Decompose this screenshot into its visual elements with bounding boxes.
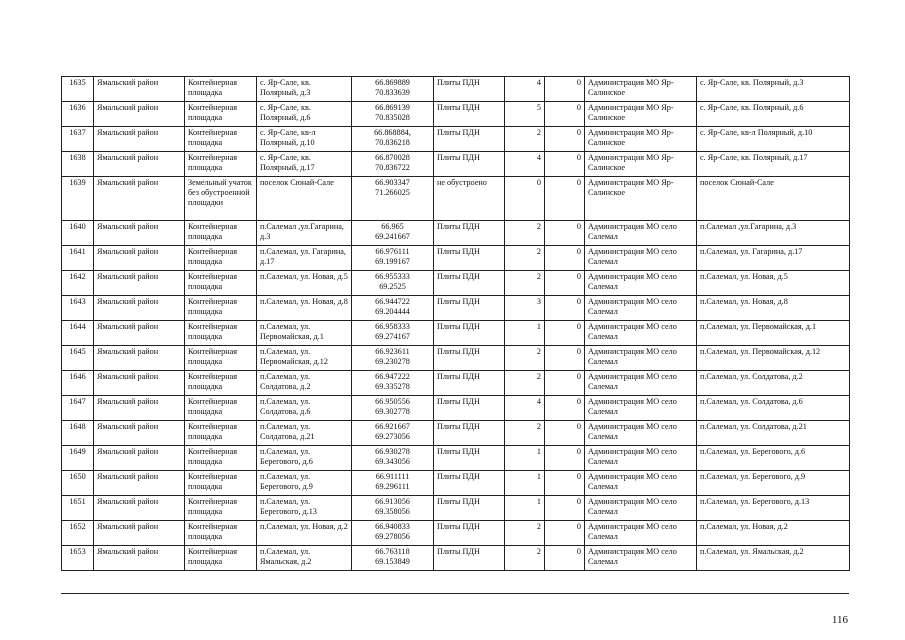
table-row	[62, 296, 850, 321]
longitude: 69.2525	[379, 282, 406, 291]
cell-district: Ямальский район	[94, 102, 185, 127]
cell-container-count: 2	[505, 371, 545, 396]
longitude: 70.836722	[375, 163, 410, 172]
latitude: 66.870028	[375, 153, 410, 162]
table-bottom-rule	[61, 593, 849, 594]
cell-volume: 0	[545, 446, 585, 471]
longitude: 69.273056	[375, 432, 410, 441]
cell-source: п.Салемал, ул. Новая, д.8	[697, 296, 850, 321]
cell-container-count: 4	[505, 396, 545, 421]
cell-coordinates	[352, 246, 434, 271]
cell-container-count: 1	[505, 321, 545, 346]
cell-volume: 0	[545, 127, 585, 152]
cell-container-count: 2	[505, 246, 545, 271]
cell-address: п.Салемал, ул. Новая, д.8	[257, 296, 352, 321]
cell-district: Ямальский район	[94, 177, 185, 221]
table-row	[62, 102, 850, 127]
latitude: 66.965	[381, 222, 404, 231]
cell-site-type: Контейнерная площадка	[185, 546, 257, 571]
cell-site-type: Контейнерная площадка	[185, 371, 257, 396]
longitude: 70.833639	[375, 88, 410, 97]
cell-site-type: Контейнерная площадка	[185, 296, 257, 321]
cell-site-type: Контейнерная площадка	[185, 127, 257, 152]
latitude: 66.976111	[375, 247, 410, 256]
longitude: 69.153849	[375, 557, 410, 566]
cell-surface: Плиты ПДН	[434, 271, 505, 296]
cell-number: 1646	[62, 371, 94, 396]
cell-district: Ямальский район	[94, 271, 185, 296]
table-row	[62, 496, 850, 521]
cell-coordinates	[352, 177, 434, 221]
cell-site-type: Контейнерная площадка	[185, 496, 257, 521]
cell-surface: Плиты ПДН	[434, 471, 505, 496]
cell-surface: не обустроено	[434, 177, 505, 221]
cell-number: 1639	[62, 177, 94, 221]
table-row	[62, 371, 850, 396]
table-row	[62, 396, 850, 421]
cell-district: Ямальский район	[94, 221, 185, 246]
cell-number: 1642	[62, 271, 94, 296]
cell-surface: Плиты ПДН	[434, 102, 505, 127]
cell-source: с. Яр-Сале, кв-л Полярный, д.10	[697, 127, 850, 152]
latitude: 66.903347	[375, 178, 410, 187]
cell-owner: Администрация МО Яр-Салинское	[585, 177, 697, 221]
cell-owner: Администрация МО Яр-Салинское	[585, 77, 697, 102]
cell-district: Ямальский район	[94, 421, 185, 446]
table-row	[62, 546, 850, 571]
longitude: 69.358056	[375, 507, 410, 516]
longitude: 69.274167	[375, 332, 410, 341]
cell-container-count: 2	[505, 421, 545, 446]
cell-surface: Плиты ПДН	[434, 546, 505, 571]
cell-address: п.Салемал ,ул.Гагарина, д.3	[257, 221, 352, 246]
cell-container-count: 3	[505, 296, 545, 321]
cell-coordinates	[352, 102, 434, 127]
cell-owner: Администрация МО село Салемал	[585, 296, 697, 321]
cell-owner: Администрация МО село Салемал	[585, 521, 697, 546]
cell-owner: Администрация МО село Салемал	[585, 221, 697, 246]
cell-surface: Плиты ПДН	[434, 221, 505, 246]
cell-surface: Плиты ПДН	[434, 396, 505, 421]
cell-source: п.Салемал, ул. Берегового, д.9	[697, 471, 850, 496]
cell-district: Ямальский район	[94, 496, 185, 521]
cell-site-type: Контейнерная площадка	[185, 246, 257, 271]
cell-address: п.Салемал, ул. Первомайская, д.1	[257, 321, 352, 346]
cell-owner: Администрация МО село Салемал	[585, 271, 697, 296]
cell-number: 1644	[62, 321, 94, 346]
cell-number: 1635	[62, 77, 94, 102]
cell-address: п.Салемал, ул. Ямальская, д.2	[257, 546, 352, 571]
table-row	[62, 77, 850, 102]
cell-owner: Администрация МО Яр-Салинское	[585, 152, 697, 177]
table-row	[62, 246, 850, 271]
cell-container-count: 2	[505, 127, 545, 152]
cell-surface: Плиты ПДН	[434, 296, 505, 321]
cell-address: п.Салемал, ул. Солдатова, д.6	[257, 396, 352, 421]
register-body	[62, 77, 850, 571]
cell-site-type: Земельный учаток без обустроенной площадки	[185, 177, 257, 221]
cell-district: Ямальский район	[94, 321, 185, 346]
cell-volume: 0	[545, 546, 585, 571]
cell-owner: Администрация МО село Салемал	[585, 371, 697, 396]
cell-volume: 0	[545, 296, 585, 321]
cell-number: 1645	[62, 346, 94, 371]
cell-container-count: 2	[505, 346, 545, 371]
cell-owner: Администрация МО село Салемал	[585, 246, 697, 271]
cell-coordinates	[352, 496, 434, 521]
cell-coordinates	[352, 296, 434, 321]
cell-volume: 0	[545, 102, 585, 127]
cell-surface: Плиты ПДН	[434, 371, 505, 396]
cell-coordinates	[352, 221, 434, 246]
cell-container-count: 0	[505, 177, 545, 221]
cell-container-count: 2	[505, 521, 545, 546]
latitude: 66.911111	[375, 472, 410, 481]
cell-source: п.Салемал, ул. Ямальская, д.2	[697, 546, 850, 571]
latitude: 66.921667	[375, 422, 410, 431]
table-row	[62, 421, 850, 446]
cell-coordinates	[352, 471, 434, 496]
cell-address: с. Яр-Сале, кв. Полярный, д.17	[257, 152, 352, 177]
cell-volume: 0	[545, 177, 585, 221]
cell-number: 1643	[62, 296, 94, 321]
latitude: 66.955333	[375, 272, 410, 281]
cell-coordinates	[352, 421, 434, 446]
cell-source: п.Салемал, ул. Солдатова, д.6	[697, 396, 850, 421]
longitude: 69.241667	[375, 232, 410, 241]
cell-container-count: 5	[505, 102, 545, 127]
latitude: 66.913056	[375, 497, 410, 506]
longitude: 69.204444	[375, 307, 410, 316]
latitude: 66.868884,	[374, 128, 411, 137]
cell-surface: Плиты ПДН	[434, 521, 505, 546]
cell-number: 1640	[62, 221, 94, 246]
cell-district: Ямальский район	[94, 396, 185, 421]
cell-container-count: 4	[505, 77, 545, 102]
cell-site-type: Контейнерная площадка	[185, 396, 257, 421]
latitude: 66.923611	[375, 347, 410, 356]
cell-coordinates	[352, 346, 434, 371]
table-row	[62, 521, 850, 546]
cell-coordinates	[352, 77, 434, 102]
cell-owner: Администрация МО село Салемал	[585, 346, 697, 371]
register-table	[61, 76, 850, 571]
cell-site-type: Контейнерная площадка	[185, 471, 257, 496]
cell-container-count: 1	[505, 446, 545, 471]
longitude: 71.266025	[375, 188, 410, 197]
cell-district: Ямальский район	[94, 371, 185, 396]
cell-district: Ямальский район	[94, 296, 185, 321]
cell-coordinates	[352, 321, 434, 346]
cell-volume: 0	[545, 346, 585, 371]
page-number: 116	[831, 614, 848, 626]
cell-volume: 0	[545, 421, 585, 446]
cell-number: 1653	[62, 546, 94, 571]
cell-coordinates	[352, 152, 434, 177]
cell-owner: Администрация МО Яр-Салинское	[585, 127, 697, 152]
cell-source: п.Салемал, ул. Солдатова, д.21	[697, 421, 850, 446]
longitude: 69.199167	[375, 257, 410, 266]
cell-volume: 0	[545, 521, 585, 546]
cell-district: Ямальский район	[94, 246, 185, 271]
cell-surface: Плиты ПДН	[434, 127, 505, 152]
cell-source: п.Салемал, ул. Берегового, д.13	[697, 496, 850, 521]
table-row	[62, 152, 850, 177]
cell-site-type: Контейнерная площадка	[185, 446, 257, 471]
cell-owner: Администрация МО село Салемал	[585, 321, 697, 346]
cell-number: 1650	[62, 471, 94, 496]
table-row	[62, 127, 850, 152]
cell-source: п.Салемал ,ул.Гагарина, д.3	[697, 221, 850, 246]
cell-volume: 0	[545, 471, 585, 496]
cell-number: 1636	[62, 102, 94, 127]
cell-owner: Администрация МО село Салемал	[585, 471, 697, 496]
cell-number: 1652	[62, 521, 94, 546]
cell-district: Ямальский район	[94, 346, 185, 371]
cell-surface: Плиты ПДН	[434, 496, 505, 521]
cell-source: поселок Сюнай-Сале	[697, 177, 850, 221]
cell-volume: 0	[545, 221, 585, 246]
cell-coordinates	[352, 127, 434, 152]
longitude: 70.835028	[375, 113, 410, 122]
cell-district: Ямальский район	[94, 446, 185, 471]
cell-source: п.Салемал, ул. Солдатова, д.2	[697, 371, 850, 396]
cell-number: 1647	[62, 396, 94, 421]
cell-address: п.Салемал, ул. Берегового, д.6	[257, 446, 352, 471]
cell-container-count: 2	[505, 221, 545, 246]
cell-volume: 0	[545, 246, 585, 271]
cell-owner: Администрация МО село Салемал	[585, 496, 697, 521]
longitude: 69.343056	[375, 457, 410, 466]
cell-volume: 0	[545, 371, 585, 396]
cell-address: п.Салемал, ул. Гагарина, д.17	[257, 246, 352, 271]
cell-coordinates	[352, 546, 434, 571]
cell-number: 1649	[62, 446, 94, 471]
cell-source: п.Салемал, ул. Первомайская, д.1	[697, 321, 850, 346]
cell-source: п.Салемал, ул. Первомайская, д.12	[697, 346, 850, 371]
latitude: 66.869139	[375, 103, 410, 112]
cell-address: п.Салемал, ул. Берегового, д.9	[257, 471, 352, 496]
cell-container-count: 1	[505, 471, 545, 496]
cell-address: с. Яр-Сале, кв-л Полярный, д.10	[257, 127, 352, 152]
cell-volume: 0	[545, 77, 585, 102]
cell-address: п.Салемал, ул. Солдатова, д.21	[257, 421, 352, 446]
latitude: 66.944722	[375, 297, 410, 306]
cell-site-type: Контейнерная площадка	[185, 321, 257, 346]
cell-site-type: Контейнерная площадка	[185, 77, 257, 102]
cell-owner: Администрация МО село Салемал	[585, 446, 697, 471]
cell-address: с. Яр-Сале, кв. Полярный, д.3	[257, 77, 352, 102]
cell-site-type: Контейнерная площадка	[185, 221, 257, 246]
latitude: 66.940833	[375, 522, 410, 531]
table-row	[62, 177, 850, 221]
cell-address: п.Салемал, ул. Берегового, д.13	[257, 496, 352, 521]
cell-container-count: 4	[505, 152, 545, 177]
cell-source: п.Салемал, ул. Новая, д.2	[697, 521, 850, 546]
cell-volume: 0	[545, 321, 585, 346]
cell-volume: 0	[545, 152, 585, 177]
cell-district: Ямальский район	[94, 546, 185, 571]
table-row	[62, 346, 850, 371]
cell-surface: Плиты ПДН	[434, 77, 505, 102]
cell-source: п.Салемал, ул. Гагарина, д.17	[697, 246, 850, 271]
table-row	[62, 446, 850, 471]
cell-coordinates	[352, 271, 434, 296]
cell-site-type: Контейнерная площадка	[185, 346, 257, 371]
cell-number: 1637	[62, 127, 94, 152]
cell-coordinates	[352, 521, 434, 546]
cell-district: Ямальский район	[94, 152, 185, 177]
latitude: 66.950556	[375, 397, 410, 406]
cell-site-type: Контейнерная площадка	[185, 271, 257, 296]
cell-surface: Плиты ПДН	[434, 246, 505, 271]
cell-address: поселок Сюнай-Сале	[257, 177, 352, 221]
cell-source: с. Яр-Сале, кв. Полярный, д.6	[697, 102, 850, 127]
longitude: 70.836218	[375, 138, 410, 147]
cell-district: Ямальский район	[94, 127, 185, 152]
longitude: 69.230278	[375, 357, 410, 366]
longitude: 69.335278	[375, 382, 410, 391]
cell-surface: Плиты ПДН	[434, 421, 505, 446]
cell-number: 1648	[62, 421, 94, 446]
cell-container-count: 2	[505, 271, 545, 296]
cell-volume: 0	[545, 396, 585, 421]
cell-coordinates	[352, 446, 434, 471]
table-row	[62, 221, 850, 246]
latitude: 66.869889	[375, 78, 410, 87]
cell-district: Ямальский район	[94, 77, 185, 102]
cell-site-type: Контейнерная площадка	[185, 421, 257, 446]
latitude: 66.958333	[375, 322, 410, 331]
cell-surface: Плиты ПДН	[434, 321, 505, 346]
table-row	[62, 471, 850, 496]
cell-number: 1638	[62, 152, 94, 177]
cell-source: с. Яр-Сале, кв. Полярный, д.3	[697, 77, 850, 102]
cell-surface: Плиты ПДН	[434, 152, 505, 177]
latitude: 66.930278	[375, 447, 410, 456]
cell-address: п.Салемал, ул. Первомайская, д.12	[257, 346, 352, 371]
longitude: 69.302778	[375, 407, 410, 416]
cell-container-count: 2	[505, 546, 545, 571]
cell-address: с. Яр-Сале, кв. Полярный, д.6	[257, 102, 352, 127]
cell-container-count: 1	[505, 496, 545, 521]
cell-coordinates	[352, 371, 434, 396]
latitude: 66.763118	[375, 547, 410, 556]
cell-number: 1641	[62, 246, 94, 271]
cell-volume: 0	[545, 271, 585, 296]
cell-source: п.Салемал, ул. Новая, д.5	[697, 271, 850, 296]
cell-address: п.Салемал, ул. Новая, д.5	[257, 271, 352, 296]
cell-owner: Администрация МО село Салемал	[585, 396, 697, 421]
cell-site-type: Контейнерная площадка	[185, 521, 257, 546]
cell-owner: Администрация МО село Салемал	[585, 421, 697, 446]
longitude: 69.296111	[375, 482, 410, 491]
cell-volume: 0	[545, 496, 585, 521]
cell-surface: Плиты ПДН	[434, 346, 505, 371]
cell-address: п.Салемал, ул. Солдатова, д.2	[257, 371, 352, 396]
cell-owner: Администрация МО село Салемал	[585, 546, 697, 571]
cell-number: 1651	[62, 496, 94, 521]
cell-source: п.Салемал, ул. Берегового, д.6	[697, 446, 850, 471]
longitude: 69.278056	[375, 532, 410, 541]
cell-surface: Плиты ПДН	[434, 446, 505, 471]
cell-site-type: Контейнерная площадка	[185, 152, 257, 177]
table-row	[62, 271, 850, 296]
table-row	[62, 321, 850, 346]
cell-district: Ямальский район	[94, 471, 185, 496]
cell-coordinates	[352, 396, 434, 421]
cell-site-type: Контейнерная площадка	[185, 102, 257, 127]
cell-address: п.Салемал, ул. Новая, д.2	[257, 521, 352, 546]
cell-owner: Администрация МО Яр-Салинское	[585, 102, 697, 127]
cell-district: Ямальский район	[94, 521, 185, 546]
latitude: 66.947222	[375, 372, 410, 381]
cell-source: с. Яр-Сале, кв. Полярный, д.17	[697, 152, 850, 177]
